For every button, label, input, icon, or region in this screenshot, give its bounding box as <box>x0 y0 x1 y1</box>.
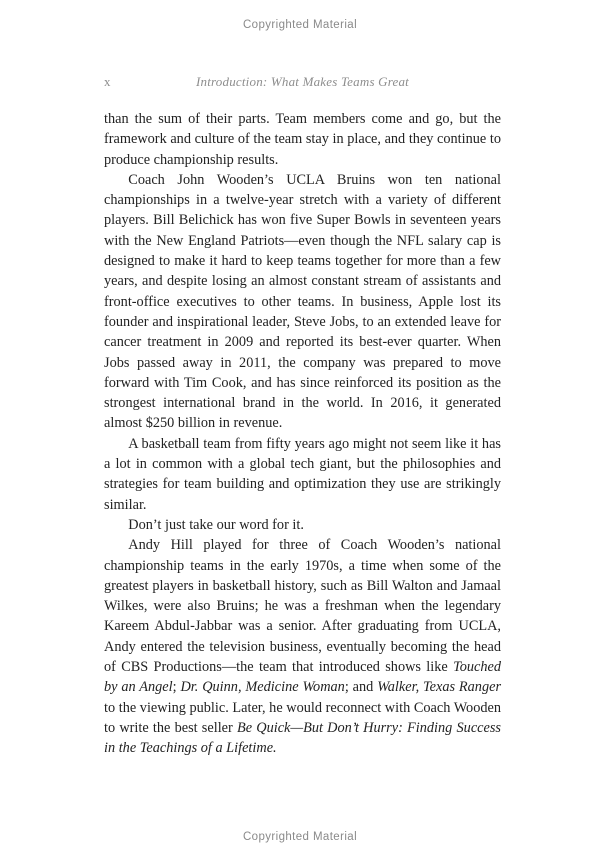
paragraph-5 <box>104 535 501 758</box>
running-title: Introduction: What Makes Teams Great <box>195 74 409 89</box>
page-number: x <box>104 74 111 89</box>
paragraph-3: A basketball team from fifty years ago might not seem like it has a lot in common with a global tech giant, but the philosophies and strategies for team building and optimization they use are strikingly similar. <box>104 435 501 513</box>
page-body <box>104 109 501 759</box>
text-segment: Andy Hill played for three of Coach Wooden’s national championship teams in the early 1970s, a time when some of the greatest players in basketball history, such as Bill Walton and Jamaal Wilkes, were also Bruins; he was a freshman when the legendary Kareem Abdul-Jabbar was a senior. After graduating from UCLA, Andy entered the television business, eventually becoming the head of CBS Productions—the team that introduced shows like <box>104 537 501 676</box>
italic-show-title: Touched by an Angel <box>104 659 501 696</box>
page-header <box>104 74 501 90</box>
text-segment: ; and <box>344 679 378 696</box>
text-segment: ; <box>172 679 181 696</box>
copyright-notice-top: Copyrighted Material <box>242 19 358 31</box>
italic-show-title: Dr. Quinn, Medicine Woman <box>180 679 345 696</box>
italic-book-title: Be Quick—But Don’t Hurry: Finding Success in the Teachings of a Lifetime. <box>104 719 501 757</box>
paragraph-2: Coach John Wooden’s UCLA Bruins won ten national championships in a twelve-year stretch with a variety of different players. Bill Belichick has won five Super Bowls in seventeen years with the New England Patriots—even though the NFL salary cap is designed to make it hard to keep teams together for more than a few years, and despite losing an almost constant stream of assistants and front-office executives to other teams. In business, Apple lost its founder and inspirational leader, Steve Jobs, to an extended leave for cancer treatment in 2009 and reported its best-ever quarter. When Jobs passed away in 2011, the company was prepared to move forward with Tim Cook, and has since reinforced its position as the strongest international brand in the world. In 2016, it generated almost $250 billion in revenue. <box>104 171 501 432</box>
paragraph-1: than the sum of their parts. Team members come and go, but the framework and culture of the team stay in place, and they continue to produce championship results. <box>104 111 501 168</box>
paragraph-4: Don’t just take our word for it. <box>128 516 304 533</box>
text-segment: to the viewing public. Later, he would reconnect with Coach Wooden to write the best seller <box>104 699 501 736</box>
italic-show-title: Walker, Texas Ranger <box>377 679 502 696</box>
copyright-notice-bottom: Copyrighted Material <box>242 831 358 843</box>
